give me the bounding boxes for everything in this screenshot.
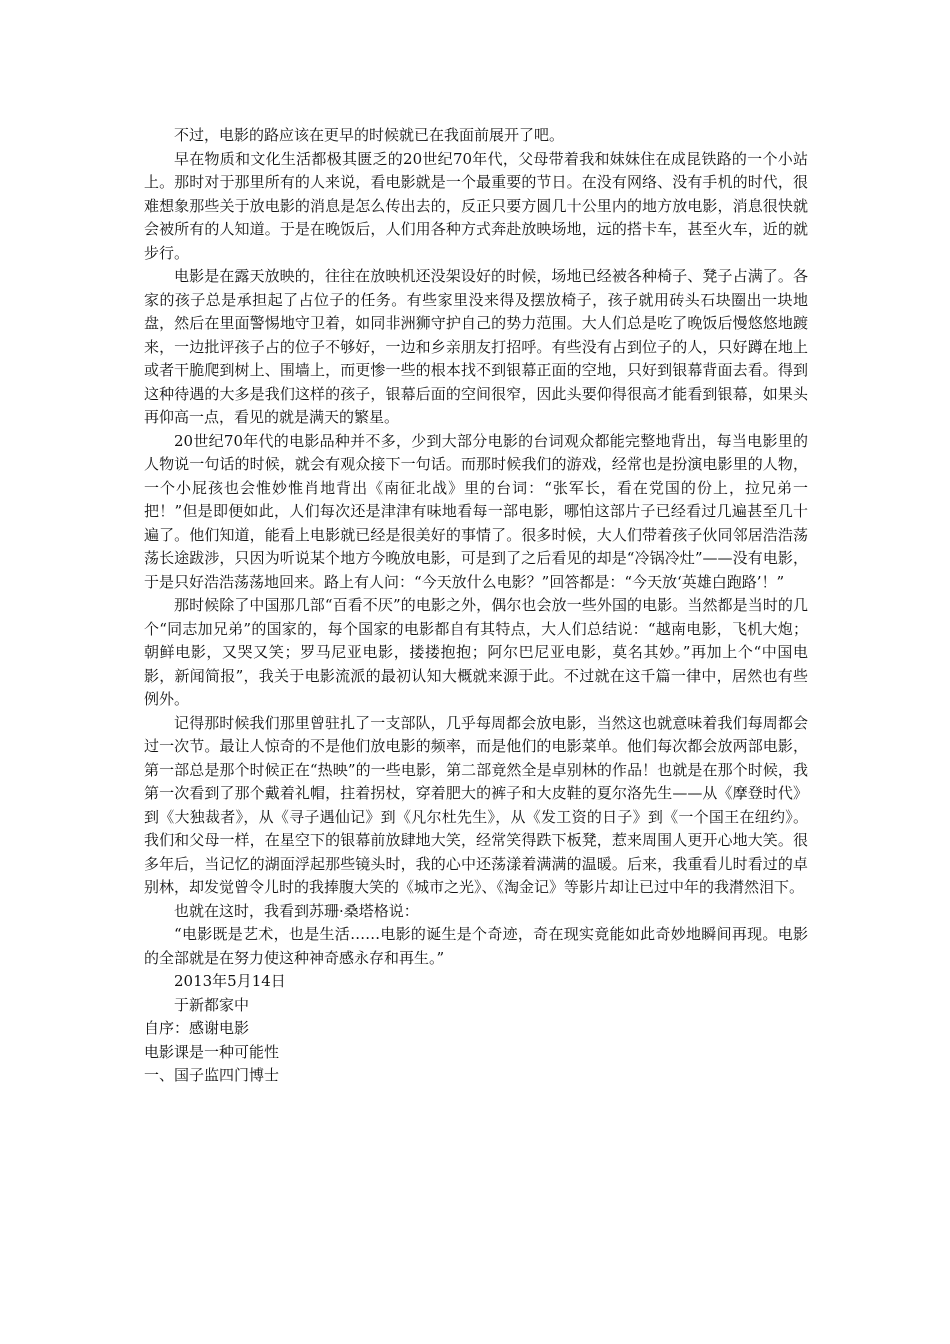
toc-item-possibility: 电影课是一种可能性	[144, 1042, 280, 1061]
date-line: 2013年5月14日	[174, 972, 286, 990]
paragraph-3: 电影是在露天放映的，往往在放映机还没架设好的时候，场地已经被各种椅子、凳子占满了。各家的孩子总是承担起了占位子的任务。有些家里没来得及摆放椅子，孩子就用砖头石块圈出一块地盘，然后在里面警惕地守卫着，如同非洲狮守护自己的势力范围。大人们总是吃了晚饭后慢悠悠地踱来，一边批评孩子占的位子不够好，一边和乡亲朋友打招呼。有些没有占到位子的人，只好蹲在地上或者干脆爬到树上、围墙上，而更惨一些的根本找不到银幕正面的空地，只好到银幕背面去看。得到这种待遇的大多是我们这样的孩子，银幕后面的空间很窄，因此头要仰得很高才能看到银幕，如果头再仰高一点，看见的就是满天的繁星。	[144, 267, 808, 426]
place-line: 于新都家中	[174, 995, 250, 1014]
paragraph-2: 早在物质和文化生活都极其匮乏的20世纪70年代，父母带着我和妹妹住在成昆铁路的一个小站上。那时对于那里所有的人来说，看电影就是一个最重要的节日。在没有网络、没有手机的时代，很难想象那些关于放电影的消息是怎么传出去的，反正只要方圆几十公里内的地方放电影，消息很快就会被所有的人知道。于是在晚饭后，人们用各种方式奔赴放映场地，远的搭卡车，甚至火车，近的就步行。	[144, 149, 808, 262]
paragraph-7: 也就在这时，我看到苏珊·桑塔格说：	[174, 901, 419, 920]
toc-item-preface: 自序：感谢电影	[144, 1019, 250, 1037]
document-body	[144, 124, 808, 1088]
paragraph-1: 不过，电影的路应该在更早的时候就已在我面前展开了吧。	[174, 126, 565, 144]
quote-paragraph: “电影既是艺术，也是生活……电影的诞生是个奇迹，奇在现实竟能如此奇妙地瞬间再现。电影的全部就是在努力使这种神奇感永存和再生。”	[144, 925, 808, 967]
paragraph-5: 那时候除了中国那几部“百看不厌”的电影之外，偶尔也会放一些外国的电影。当然都是当时的几个“同志加兄弟”的国家的，每个国家的电影都自有其特点，大人们总结说：“越南电影，飞机大炮；朝鲜电影，又哭又笑；罗马尼亚电影，搂搂抱抱；阿尔巴尼亚电影，莫名其妙。”再加上个“中国电影，新闻简报”，我关于电影流派的最初认知大概就来源于此。不过就在这千篇一律中，居然也有些例外。	[144, 596, 808, 708]
toc-item-chapter-one: 一、国子监四门博士	[144, 1066, 280, 1084]
paragraph-6: 记得那时候我们那里曾驻扎了一支部队，几乎每周都会放电影，当然这也就意味着我们每周都会过一次节。最让人惊奇的不是他们放电影的频率，而是他们的电影菜单。他们每次都会放两部电影，第一部总是那个时候正在“热映”的一些电影，第二部竟然全是卓别林的作品！也就是在那个时候，我第一次看到了那个戴着礼帽，拄着拐杖，穿着肥大的裤子和大皮鞋的夏尔洛先生——从《摩登时代》到《大独裁者》，从《寻子遇仙记》到《凡尔杜先生》，从《发工资的日子》到《一个国王在纽约》。我们和父母一样，在星空下的银幕前放肆地大笑，经常笑得跌下板凳，惹来周围人更开心地大笑。很多年后，当记忆的湖面浮起那些镜头时，我的心中还荡漾着满满的温暖。后来，我重看儿时看过的卓别林，却发觉曾令儿时的我捧腹大笑的《城市之光》、《淘金记》等影片却让已过中年的我潸然泪下。	[144, 713, 808, 896]
paragraph-4: 20世纪70年代的电影品种并不多，少到大部分电影的台词观众都能完整地背出，每当电影里的人物说一句话的时候，就会有观众接下一句话。而那时候我们的游戏，经常也是扮演电影里的人物，一个小屁孩也会惟妙惟肖地背出《南征北战》里的台词：“张军长，看在党国的份上，拉兄弟一把！”但是即便如此，人们每次还是津津有味地看每一部电影，哪怕这部片子已经看过几遍甚至几十遍了。他们知道，能看上电影就已经是很美好的事情了。很多时候，大人们带着孩子伙同邻居浩浩荡荡长途跋涉，只因为听说某个地方今晚放电影，可是到了之后看见的却是“冷锅冷灶”——没有电影，于是只好浩浩荡荡地回来。路上有人问：“今天放什么电影？”回答都是：“今天放‘英雄白跑路’！”	[144, 431, 808, 591]
